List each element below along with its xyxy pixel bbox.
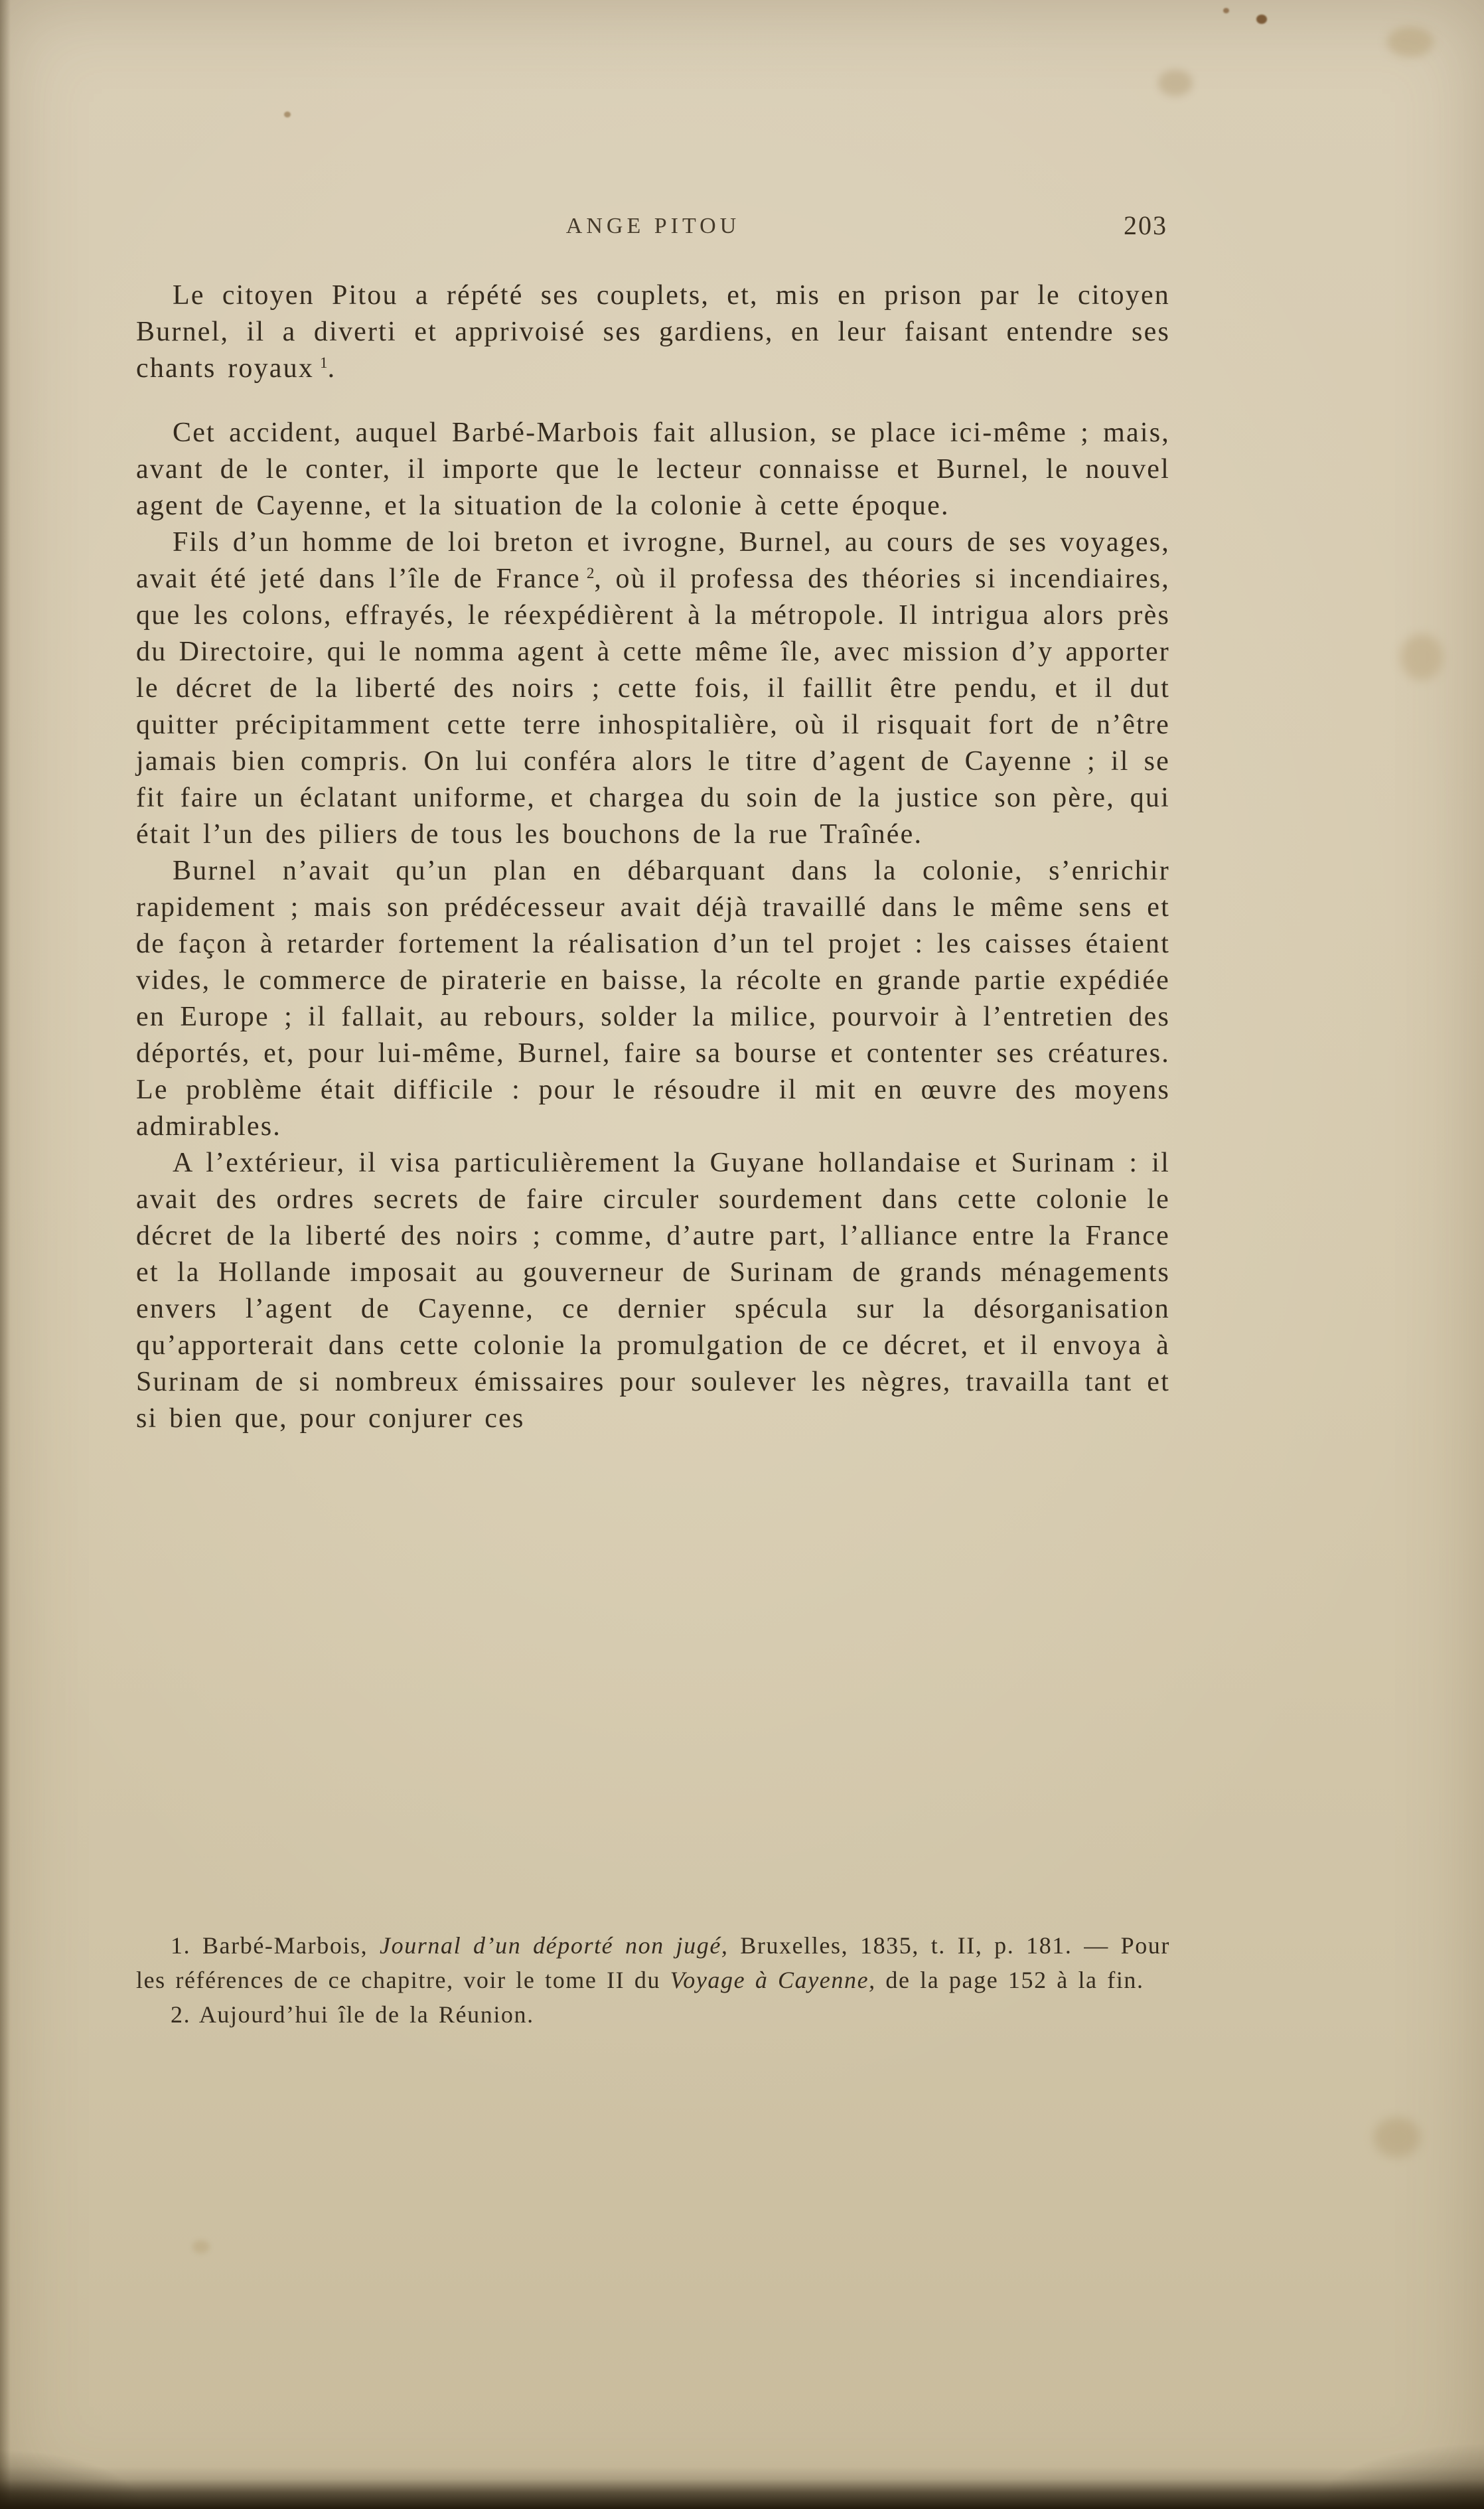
paragraph-2: Cet accident, auquel Barbé-Marbois fait allusion, se place ici-même ; mais, avant de le conter, il importe que le lecteur connaisse et Burnel, le nouvel agent de Cayenne, et la situation de la colonie à cette époque. [136,418,1170,521]
footnote-1-italic-title-2: Voyage à Cayenne, [670,1967,876,1993]
running-title: ANGE PITOU [565,214,741,238]
page-number: 203 [1124,210,1167,240]
footnote-1 [136,1928,1170,1997]
footnote-ref-1: 1 [320,354,328,371]
scan-edge-bottom [0,2467,1484,2509]
page-header [136,210,1170,247]
footnote-1-text-2: Bruxelles, 1835, t. II, p. 181. — Pour les références de ce chapitre, voir le tome II du [136,1932,1170,1993]
paragraph-1-end: . [327,353,336,384]
paper-stain [1400,634,1443,680]
paper-stain [1374,2117,1420,2157]
paper-stain [1256,15,1267,24]
paragraph-3-end: , où il professa des théories si incendiaires, que les colons, effrayés, le réexpédièrent à la métropole. Il intrigua alors près du Directoire, qui le nomma agent à cette même île, avec mission d’y apporter le décret de la liberté des noirs ; cette fois, il faillit être pendu, et il dut quitter précipitamment cette terre inhospitalière, où il risquait fort de n’être jamais bien compris. On lui conféra alors le titre d’agent de Cayenne ; il se fit faire un éclatant uniforme, et chargea du soin de la justice son père, qui était l’un des piliers de tous les bouchons de la rue Traînée. [136,564,1170,850]
paragraph-5: A l’extérieur, il visa particulièrement la Guyane hollandaise et Surinam : il avait des ordres secrets de faire circuler sourdement dans cette colonie le décret de la liberté des noirs ; comme, d’autre part, l’alliance entre la France et la Hollande imposait au gouverneur de Surinam de grands ménagements envers l’agent de Cayenne, ce dernier spécula sur la désorganisation qu’apporterait dans cette colonie la promulgation de ce décret, et il envoya à Surinam de si nombreux émissaires pour soulever les nègres, travailla tant et si bien que, pour conjurer ces [136,1148,1170,1434]
footnote-1-text-3: de la page 152 à la fin. [875,1967,1144,1993]
footnote-ref-2: 2 [586,564,595,581]
paragraph-3 [136,524,1170,853]
paper-stain [1223,8,1229,13]
footnote-1-italic-title: Journal d’un déporté non jugé, [380,1932,729,1959]
paragraph-1 [136,277,1170,387]
footnote-1-text: 1. Barbé-Marbois, [171,1932,380,1959]
footnotes-block [136,1928,1170,2032]
footnote-2: 2. Aujourd’hui île de la Réunion. [171,2001,534,2028]
paper-stain [284,112,291,117]
main-text-block [136,277,1170,1437]
paragraph-3-text: Fils d’un homme de loi breton et ivrogne, Burnel, au cours de ses voyages, avait été jeté dans l’île de France [136,527,1170,594]
paper-stain [1158,70,1193,96]
scan-edge-left [0,0,11,2509]
paper-stain [1387,27,1434,57]
paragraph-4: Burnel n’avait qu’un plan en débarquant dans la colonie, s’enrichir rapidement ; mais son prédécesseur avait déjà travaillé dans le même sens et de façon à retarder fortement la réalisation d’un tel projet : les caisses étaient vides, le commerce de piraterie en baisse, la récolte en grande partie expédiée en Europe ; il fallait, au rebours, solder la milice, pourvoir à l’entretien des déportés, et, pour lui-même, Burnel, faire sa bourse et contenter ses créatures. Le problème était difficile : pour le résoudre il mit en œuvre des moyens admirables. [136,856,1170,1142]
paper-stain [192,2240,210,2253]
paragraph-1-text: Le citoyen Pitou a répété ses couplets, et, mis en prison par le citoyen Burnel, il a diverti et apprivoisé ses gardiens, en leur faisant entendre ses chants royaux [136,280,1170,384]
